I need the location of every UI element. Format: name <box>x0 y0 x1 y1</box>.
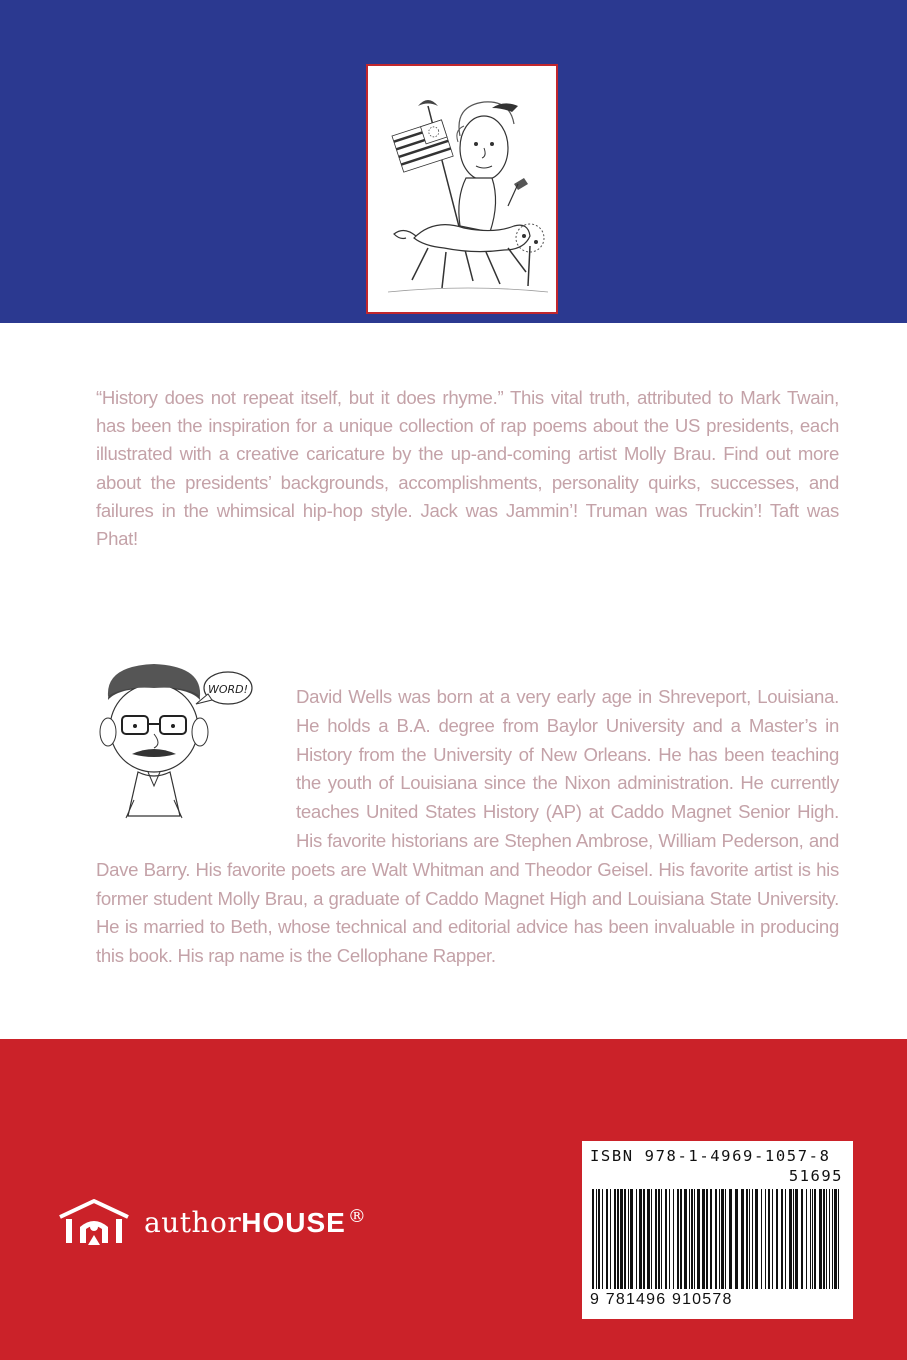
barcode-bar <box>725 1189 726 1289</box>
cover-illustration-frame <box>366 64 558 314</box>
barcode-bar <box>673 1189 674 1289</box>
barcode-bar <box>669 1189 670 1289</box>
author-bio <box>96 683 839 971</box>
barcode-bar <box>772 1189 773 1289</box>
barcode-bar <box>810 1189 811 1289</box>
barcode-bar <box>781 1189 783 1289</box>
barcode-bar <box>614 1189 616 1289</box>
barcode-bar <box>643 1189 645 1289</box>
barcode-bar <box>702 1189 705 1289</box>
barcode-bar <box>658 1189 660 1289</box>
barcode-bar <box>689 1189 690 1289</box>
barcode-bar <box>735 1189 738 1289</box>
barcode-bar <box>729 1189 732 1289</box>
barcode-bar <box>823 1189 825 1289</box>
barcode-bar <box>651 1189 652 1289</box>
barcode-bar <box>602 1189 603 1289</box>
barcode-bar <box>789 1189 792 1289</box>
barcode-bar <box>819 1189 822 1289</box>
barcode-bar <box>620 1189 623 1289</box>
publisher-logo <box>56 1197 366 1247</box>
barcode-bar <box>598 1189 600 1289</box>
barcode-bar <box>812 1189 813 1289</box>
barcode-bar <box>680 1189 682 1289</box>
barcode-bar <box>647 1189 650 1289</box>
barcode-bar <box>684 1189 687 1289</box>
barcode-bar <box>785 1189 786 1289</box>
barcode-bar <box>606 1189 608 1289</box>
barcode-bar <box>761 1189 762 1289</box>
barcode-bar <box>776 1189 778 1289</box>
barcode-bar <box>801 1189 803 1289</box>
barcode-bar <box>596 1189 597 1289</box>
barcode-bar <box>755 1189 758 1289</box>
barcode-bar <box>838 1189 839 1289</box>
barcode-bar <box>710 1189 712 1289</box>
barcode-bar <box>697 1189 700 1289</box>
isbn-barcode <box>582 1141 853 1319</box>
book-blurb: “History does not repeat itself, but it does rhyme.” This vital truth, attributed to Mark Twain, has been the inspiration for a unique collection of rap poems about the US presidents, each illustrated with a creative caricature by the up-and-coming artist Molly Brau. Find out more about the presidents’ backgrounds, accomplishments, personality quirks, successes, and failures in the whimsical hip-hop style. Jack was Jammin’! Truman was Truckin’! Taft was Phat! <box>96 387 839 550</box>
barcode-bar <box>661 1189 662 1289</box>
barcode-bars <box>590 1189 845 1289</box>
isbn-text: ISBN 978-1-4969-1057-8 <box>590 1147 831 1165</box>
speech-bubble-text: WORD! <box>207 683 249 696</box>
barcode-bar <box>636 1189 637 1289</box>
barcode-bar <box>768 1189 770 1289</box>
publisher-name-part1: author <box>144 1205 242 1239</box>
barcode-bar <box>829 1189 830 1289</box>
caricature-spacer <box>96 683 296 849</box>
barcode-bar <box>826 1189 827 1289</box>
barcode-bar <box>677 1189 679 1289</box>
publisher-name-part2: HOUSE <box>241 1206 346 1238</box>
barcode-bar <box>706 1189 708 1289</box>
barcode-bar <box>834 1189 837 1289</box>
barcode-bar <box>628 1189 629 1289</box>
washington-caricature-illustration <box>368 66 556 312</box>
barcode-bar <box>814 1189 816 1289</box>
registered-mark: ® <box>347 1205 367 1227</box>
barcode-bar <box>639 1189 642 1289</box>
barcode-bar <box>806 1189 807 1289</box>
author-bio-text: David Wells was born at a very early age in Shreveport, Louisiana. He holds a B.A. degree from Baylor University and a Master’s in History from the University of New Orleans. He has been teaching the youth of Louisiana since the Nixon administration. He currently teaches United States History (AP) at Caddo Magnet Senior High. His favorite historians are Stephen Ambrose, William Pederson, and Dave Barry. His favorite poets are Walt Whitman and Theodor Geisel. His favorite artist is his former student Molly Brau, a graduate of Caddo Magnet High and Louisiana State University. He is married to Beth, whose technical and editorial advice has been invaluable in producing this book. His rap name is the Cellophane Rapper. <box>96 686 839 967</box>
barcode-bar <box>793 1189 794 1289</box>
ean-number: 9 781496 910578 <box>590 1291 733 1308</box>
barcode-bar <box>610 1189 611 1289</box>
barcode-bar <box>665 1189 667 1289</box>
publisher-name <box>144 1206 366 1239</box>
barcode-bar <box>694 1189 695 1289</box>
price-code: 51695 <box>788 1167 843 1185</box>
barcode-bar <box>765 1189 766 1289</box>
barcode-bar <box>721 1189 724 1289</box>
barcode-bar <box>630 1189 633 1289</box>
barcode-bar <box>624 1189 626 1289</box>
barcode-bar <box>832 1189 833 1289</box>
barcode-bar <box>749 1189 750 1289</box>
barcode-bar <box>795 1189 798 1289</box>
barcode-bar <box>592 1189 594 1289</box>
barcode-bar <box>655 1189 657 1289</box>
barcode-bar <box>617 1189 619 1289</box>
barcode-bar <box>719 1189 720 1289</box>
barcode-bar <box>715 1189 717 1289</box>
barcode-bar <box>691 1189 693 1289</box>
authorhouse-logo-icon <box>56 1197 132 1247</box>
barcode-bar <box>741 1189 744 1289</box>
barcode-bar <box>746 1189 748 1289</box>
barcode-bar <box>752 1189 753 1289</box>
